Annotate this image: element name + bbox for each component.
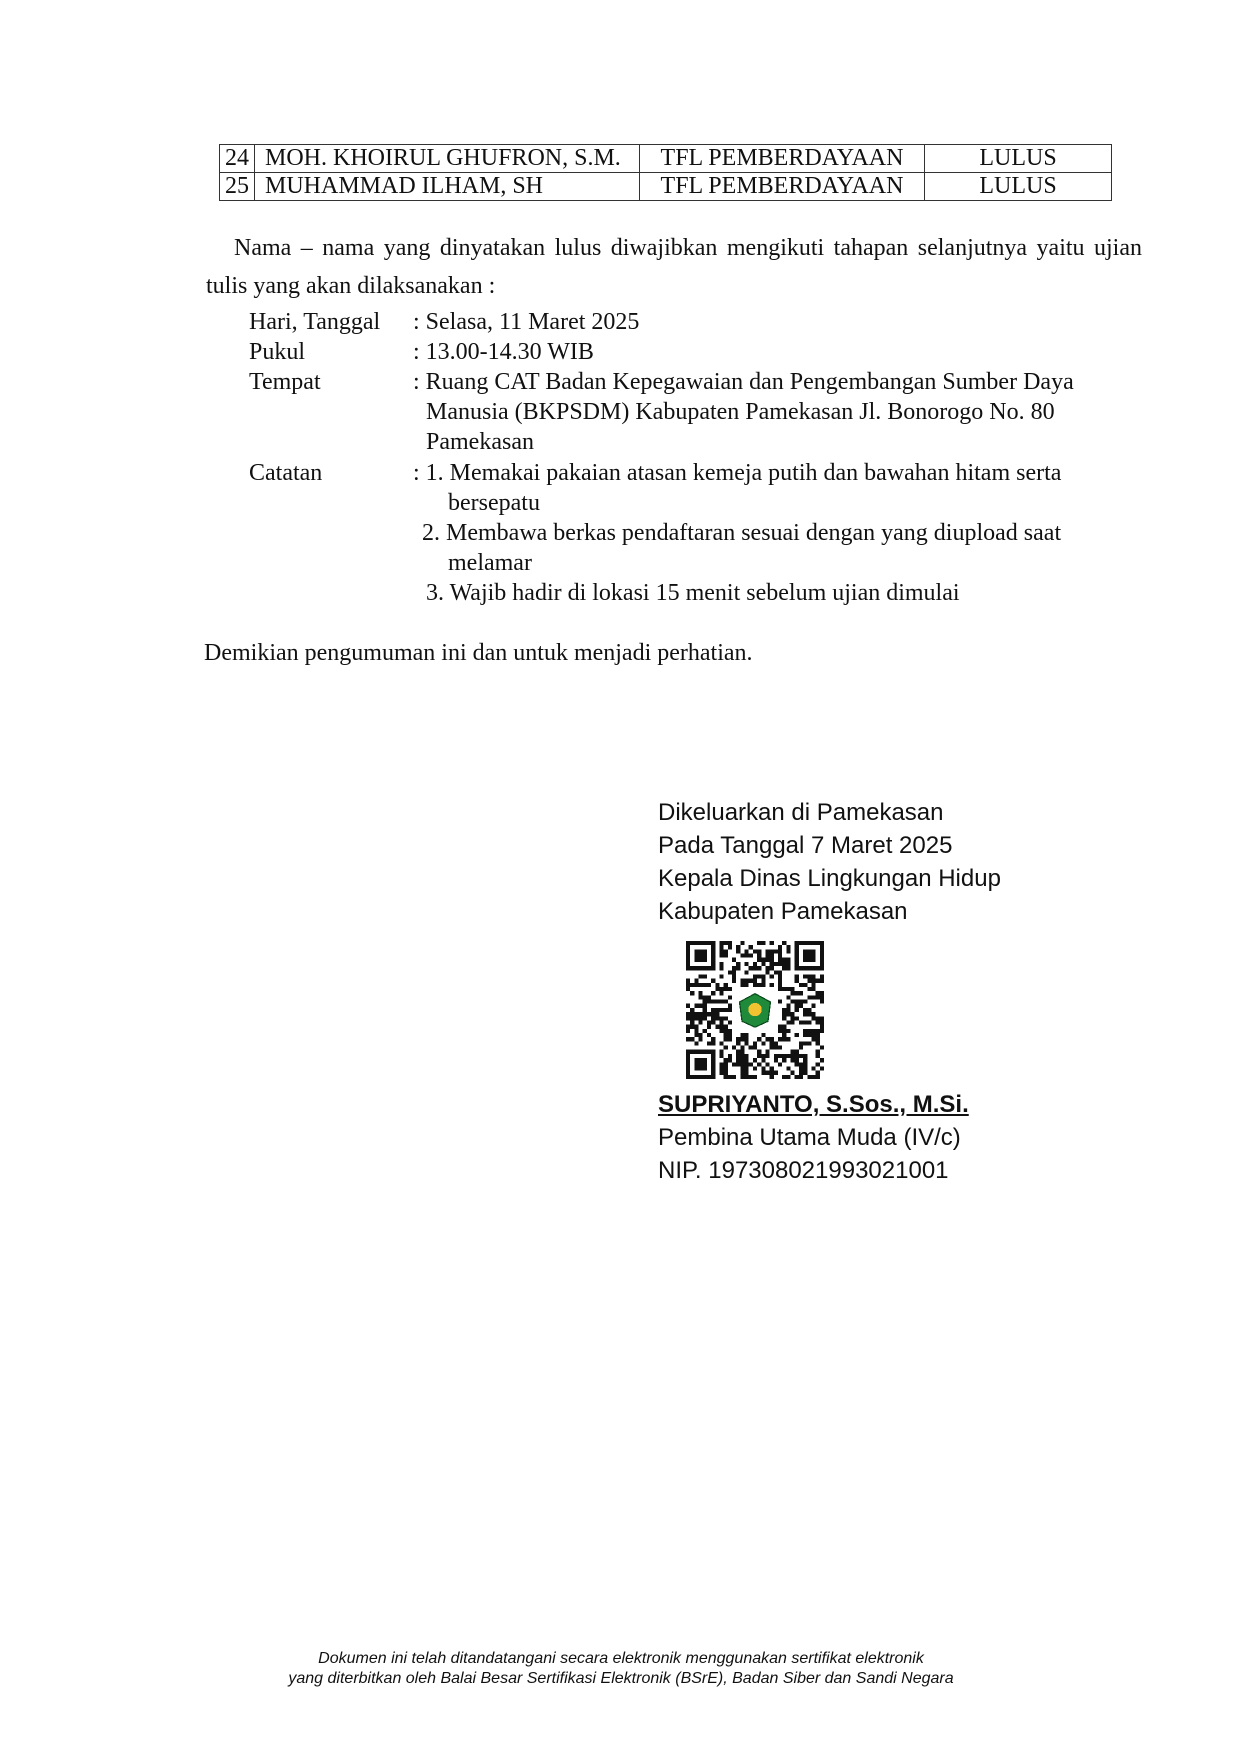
note-1-line-2: bersepatu <box>448 490 540 516</box>
signer-rank: Pembina Utama Muda (IV/c) <box>658 1124 961 1151</box>
participant-result: LULUS <box>925 173 1112 201</box>
qr-code-icon <box>686 941 824 1079</box>
place-line-1: : Ruang CAT Badan Kepegawaian dan Pengembangan Sumber Daya <box>413 369 1074 395</box>
place-line-2: Manusia (BKPSDM) Kabupaten Pamekasan Jl. Bonorogo No. 80 <box>426 399 1055 425</box>
time-value: : 13.00-14.30 WIB <box>413 339 594 365</box>
signer-name: SUPRIYANTO, S.Sos., M.Si. <box>658 1091 969 1118</box>
office-title-2: Kabupaten Pamekasan <box>658 898 908 925</box>
participant-name: MOH. KHOIRUL GHUFRON, S.M. <box>255 145 640 173</box>
time-label: Pukul <box>249 339 306 365</box>
intro-line-1: Nama – nama yang dinyatakan lulus diwajibkan mengikuti tahapan selanjutnya yaitu ujian <box>234 235 1142 261</box>
table-row <box>220 145 1112 173</box>
results-table <box>219 144 1112 201</box>
participant-result: LULUS <box>925 145 1112 173</box>
signer-nip: NIP. 197308021993021001 <box>658 1157 949 1184</box>
issued-date: Pada Tanggal 7 Maret 2025 <box>658 832 953 859</box>
place-line-3: Pamekasan <box>426 429 534 455</box>
row-number: 24 <box>220 145 255 173</box>
note-2-line-2: melamar <box>448 550 532 576</box>
place-label: Tempat <box>249 369 321 395</box>
table-row <box>220 173 1112 201</box>
day-label: Hari, Tanggal <box>249 309 381 335</box>
issued-at: Dikeluarkan di Pamekasan <box>658 799 944 826</box>
closing-sentence: Demikian pengumuman ini dan untuk menjadi perhatian. <box>204 640 753 666</box>
office-title-1: Kepala Dinas Lingkungan Hidup <box>658 865 1001 892</box>
note-3: 3. Wajib hadir di lokasi 15 menit sebelum ujian dimulai <box>426 580 960 606</box>
note-2-line-1: 2. Membawa berkas pendaftaran sesuai dengan yang diupload saat <box>422 520 1062 546</box>
footer-line-1: Dokumen ini telah ditandatangani secara elektronik menggunakan sertifikat elektronik <box>318 1650 924 1667</box>
note-1-line-1: : 1. Memakai pakaian atasan kemeja putih dan bawahan hitam serta <box>413 460 1062 486</box>
day-value: : Selasa, 11 Maret 2025 <box>413 309 640 335</box>
notes-label: Catatan <box>249 460 323 486</box>
results-table-body <box>220 145 1112 201</box>
participant-name: MUHAMMAD ILHAM, SH <box>255 173 640 201</box>
row-number: 25 <box>220 173 255 201</box>
intro-line-2: tulis yang akan dilaksanakan : <box>206 273 496 299</box>
participant-position: TFL PEMBERDAYAAN <box>640 145 925 173</box>
footer-line-2: yang diterbitkan oleh Balai Besar Sertifikasi Elektronik (BSrE), Badan Siber dan Sandi Negara <box>288 1670 954 1687</box>
participant-position: TFL PEMBERDAYAAN <box>640 173 925 201</box>
intro-paragraph <box>206 229 1142 305</box>
